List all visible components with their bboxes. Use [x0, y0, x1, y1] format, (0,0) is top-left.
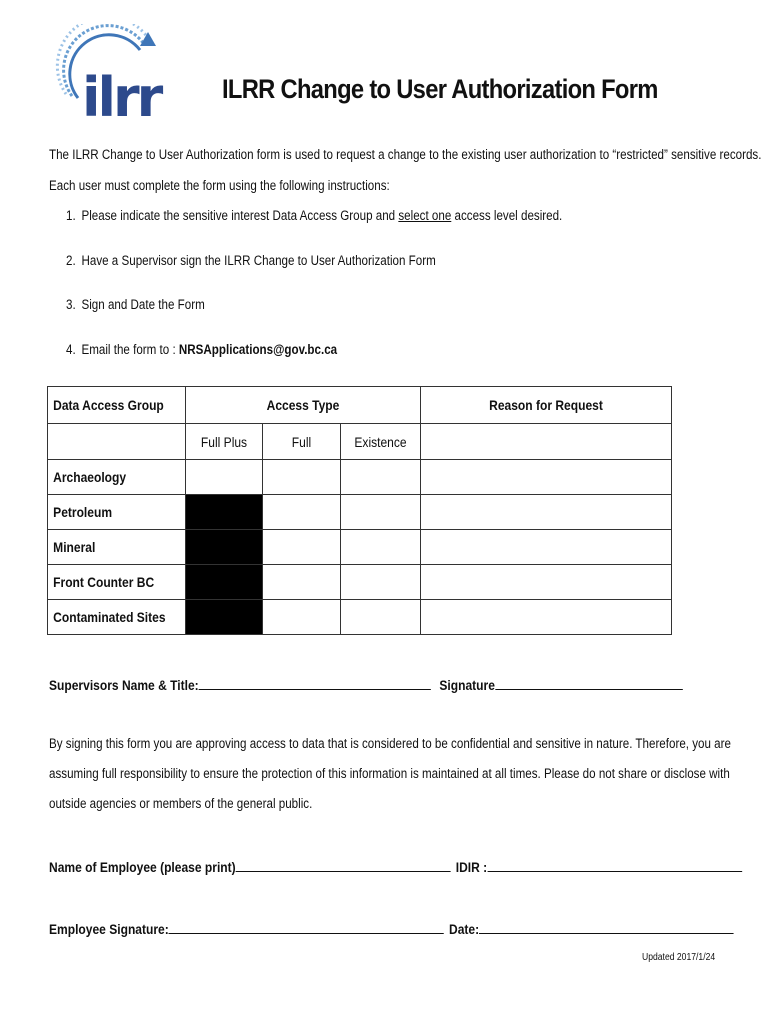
logo-text: ilrr	[82, 66, 161, 124]
reason-field[interactable]	[420, 530, 671, 565]
idir-label: IDIR :	[455, 859, 488, 875]
supervisor-name-field[interactable]	[199, 675, 431, 690]
subheader-full-plus: Full Plus	[185, 424, 262, 460]
logo-graphic	[52, 24, 192, 124]
row-label: Front Counter BC	[48, 565, 186, 600]
supervisor-name-label: Supervisors Name & Title:	[49, 677, 199, 693]
row-label: Petroleum	[48, 495, 186, 530]
full-checkbox[interactable]	[262, 565, 340, 600]
instruction-text: Please indicate the sensitive interest Data Access Group and	[81, 208, 399, 223]
row-label: Contaminated Sites	[48, 600, 186, 635]
full-checkbox[interactable]	[262, 530, 340, 565]
employee-signature-field[interactable]	[169, 919, 444, 934]
disclaimer-line-2: assuming full responsibility to ensure the protection of this information is maintained at all times. Please do not share or disclose with	[49, 766, 730, 781]
table-row	[48, 495, 672, 530]
select-one-underlined: select one	[398, 208, 452, 223]
existence-checkbox[interactable]	[340, 460, 420, 495]
reason-field[interactable]	[420, 600, 671, 635]
table-row	[48, 530, 672, 565]
full-plus-disabled-cell	[185, 565, 262, 600]
employee-signature-line	[49, 919, 734, 937]
instruction-4	[66, 342, 337, 357]
existence-checkbox[interactable]	[340, 530, 420, 565]
full-plus-disabled-cell	[185, 530, 262, 565]
full-checkbox[interactable]	[262, 495, 340, 530]
existence-checkbox[interactable]	[340, 565, 420, 600]
instruction-number: 3.	[66, 297, 76, 312]
instruction-text-end: access level desired.	[451, 208, 563, 223]
subheader-blank	[48, 424, 186, 460]
existence-checkbox[interactable]	[340, 600, 420, 635]
reason-field[interactable]	[420, 460, 671, 495]
supervisor-line	[49, 675, 682, 693]
date-label: Date:	[449, 921, 480, 937]
instruction-number: 1.	[66, 208, 76, 223]
access-table	[47, 386, 672, 635]
instruction-text: Email the form to :	[81, 342, 179, 357]
intro-line-2: Each user must complete the form using the following instructions:	[49, 178, 390, 193]
header-reason: Reason for Request	[420, 387, 671, 424]
full-checkbox[interactable]	[262, 460, 340, 495]
instruction-number: 2.	[66, 253, 76, 268]
full-checkbox[interactable]	[262, 600, 340, 635]
reason-field[interactable]	[420, 565, 671, 600]
full-plus-disabled-cell	[185, 495, 262, 530]
header-data-access-group: Data Access Group	[48, 387, 186, 424]
instruction-2	[66, 253, 436, 268]
row-label: Mineral	[48, 530, 186, 565]
employee-name-field[interactable]	[236, 857, 451, 872]
idir-field[interactable]	[487, 857, 742, 872]
reason-field[interactable]	[420, 495, 671, 530]
subheader-reason-blank	[420, 424, 671, 460]
updated-date: Updated 2017/1/24	[642, 952, 716, 963]
intro-line-1: The ILRR Change to User Authorization form is used to request a change to the existing user authorization to “restricted” sensitive records.	[49, 147, 762, 162]
instruction-text: Have a Supervisor sign the ILRR Change to User Authorization Form	[81, 253, 436, 268]
table-row	[48, 565, 672, 600]
subheader-existence: Existence	[340, 424, 420, 460]
ilrr-logo	[52, 24, 192, 124]
supervisor-signature-field[interactable]	[495, 675, 682, 690]
employee-name-label: Name of Employee (please print)	[49, 859, 236, 875]
header-access-type: Access Type	[185, 387, 420, 424]
form-title: ILRR Change to User Authorization Form	[222, 74, 658, 104]
supervisor-signature-label: Signature	[439, 677, 495, 693]
instruction-1	[66, 208, 562, 223]
existence-checkbox[interactable]	[340, 495, 420, 530]
disclaimer-line-1: By signing this form you are approving access to data that is considered to be confidential and sensitive in nature. Therefore, you are	[49, 736, 731, 751]
table-row	[48, 600, 672, 635]
full-plus-disabled-cell	[185, 600, 262, 635]
table-row	[48, 460, 672, 495]
instruction-text: Sign and Date the Form	[81, 297, 205, 312]
row-label: Archaeology	[48, 460, 186, 495]
email-address[interactable]: NRSApplications@gov.bc.ca	[178, 342, 338, 357]
subheader-full: Full	[262, 424, 340, 460]
employee-signature-label: Employee Signature:	[49, 921, 169, 937]
full-plus-checkbox[interactable]	[185, 460, 262, 495]
disclaimer-line-3: outside agencies or members of the general public.	[49, 796, 313, 811]
employee-name-line	[49, 857, 742, 875]
date-field[interactable]	[479, 919, 734, 934]
instruction-3	[66, 297, 205, 312]
instruction-number: 4.	[66, 342, 76, 357]
